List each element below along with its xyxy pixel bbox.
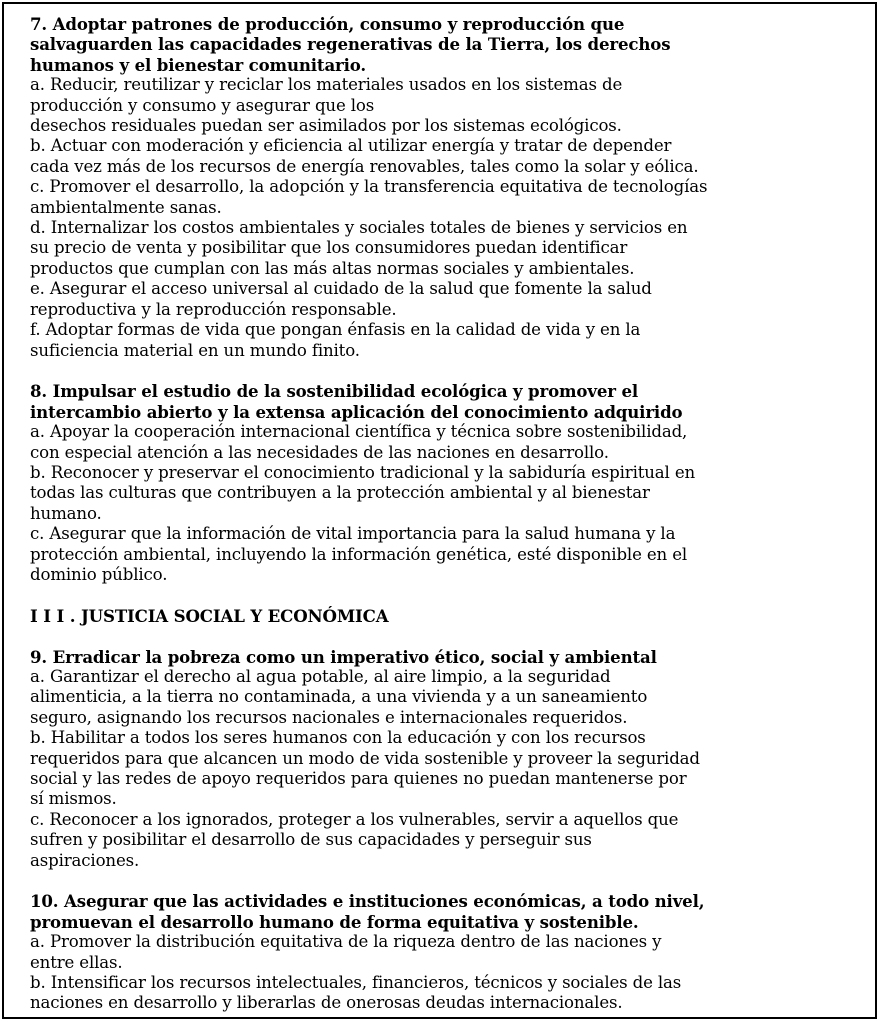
principle-9-item-c (30, 810, 865, 871)
item-text-line: alimenticia, a la tierra no contaminada, a una vivienda y a un saneamiento (30, 687, 648, 707)
item-text-line: c. Reconocer a los ignorados, proteger a los vulnerables, servir a aquellos que (30, 809, 679, 829)
item-text-line: aspiraciones. (30, 850, 140, 870)
heading-line: 10. Asegurar que las actividades e instituciones económicas, a todo nivel, (30, 891, 705, 912)
principle-7-item-b (30, 136, 865, 177)
heading-line: promuevan el desarrollo humano de forma equitativa y sostenible. (30, 911, 639, 932)
item-text-line: todas las culturas que contribuyen a la protección ambiental y al bienestar (30, 483, 650, 503)
item-text-line: protección ambiental, incluyendo la información genética, esté disponible en el (30, 544, 688, 564)
principle-8-item-c (30, 524, 865, 585)
item-text-line: su precio de venta y posibilitar que los consumidores puedan identificar (30, 238, 628, 258)
principle-8-heading (30, 381, 865, 422)
heading-line: 7. Adoptar patrones de producción, consumo y reproducción que (30, 14, 625, 34)
principle-10-item-b (30, 973, 865, 1014)
item-text-line: a. Reducir, reutilizar y reciclar los materiales usados en los sistemas de (30, 75, 623, 95)
section-spacer (30, 871, 865, 891)
item-text-line: a. Apoyar la cooperación internacional científica y técnica sobre sostenibilidad, (30, 422, 688, 442)
principle-7-item-f (30, 320, 865, 361)
item-text-line: producción y consumo y asegurar que los (30, 95, 375, 115)
principle-7-item-a (30, 75, 865, 136)
principle-9-item-a (30, 667, 865, 728)
heading-line: 8. Impulsar el estudio de la sostenibilidad ecológica y promover el (30, 381, 639, 402)
principle-10-item-a (30, 932, 865, 973)
item-text-line: reproductiva y la reproducción responsable. (30, 299, 397, 319)
item-text-line: con especial atención a las necesidades de las naciones en desarrollo. (30, 442, 609, 462)
item-text-line: productos que cumplan con las más altas normas sociales y ambientales. (30, 258, 635, 278)
item-text-line: b. Habilitar a todos los seres humanos con la educación y con los recursos (30, 728, 646, 748)
item-text-line: seguro, asignando los recursos nacionales e internacionales requeridos. (30, 707, 628, 727)
document-frame (2, 2, 877, 1019)
item-text-line: a. Garantizar el derecho al agua potable, al aire limpio, a la seguridad (30, 666, 611, 686)
item-text-line: d. Internalizar los costos ambientales y sociales totales de bienes y servicios en (30, 218, 688, 238)
item-text-line: social y las redes de apoyo requeridos para quienes no puedan mantenerse por (30, 768, 687, 788)
heading-line: humanos y el bienestar comunitario. (30, 54, 367, 75)
item-text-line: sufren y posibilitar el desarrollo de sus capacidades y perseguir sus (30, 830, 592, 850)
item-text-line: f. Adoptar formas de vida que pongan énfasis en la calidad de vida y en la (30, 320, 641, 340)
principle-7-item-d (30, 218, 865, 279)
item-text-line: b. Intensificar los recursos intelectuales, financieros, técnicos y sociales de las (30, 973, 682, 993)
item-text-line: cada vez más de los recursos de energía renovables, tales como la solar y eólica. (30, 156, 699, 176)
heading-line: I I I . JUSTICIA SOCIAL Y ECONÓMICA (30, 605, 389, 626)
item-text-line: c. Promover el desarrollo, la adopción y la transferencia equitativa de tecnologías (30, 177, 708, 197)
section-iii-heading (30, 606, 865, 626)
item-text-line: a. Promover la distribución equitativa de la riqueza dentro de las naciones y (30, 932, 662, 952)
item-text-line: naciones en desarrollo y liberarlas de onerosas deudas internacionales. (30, 993, 623, 1013)
section-spacer (30, 626, 865, 646)
item-text-line: desechos residuales puedan ser asimilados por los sistemas ecológicos. (30, 116, 622, 136)
item-text-line: ambientalmente sanas. (30, 197, 222, 217)
item-text-line: b. Reconocer y preservar el conocimiento tradicional y la sabiduría espiritual en (30, 462, 696, 482)
principle-8-item-a (30, 422, 865, 463)
item-text-line: entre ellas. (30, 952, 123, 972)
heading-line: 9. Erradicar la pobreza como un imperativo ético, social y ambiental (30, 646, 657, 667)
heading-line: salvaguarden las capacidades regenerativas de la Tierra, los derechos (30, 34, 671, 55)
principle-7-item-c (30, 177, 865, 218)
section-spacer (30, 585, 865, 605)
heading-line: intercambio abierto y la extensa aplicación del conocimiento adquirido (30, 401, 683, 422)
item-text-line: requeridos para que alcancen un modo de vida sostenible y proveer la seguridad (30, 748, 700, 768)
section-spacer (30, 361, 865, 381)
item-text-line: sí mismos. (30, 789, 117, 809)
item-text-line: dominio público. (30, 564, 168, 584)
item-text-line: humano. (30, 503, 102, 523)
principle-8-item-b (30, 463, 865, 524)
principle-10-heading (30, 891, 865, 932)
principle-9-item-b (30, 728, 865, 810)
item-text-line: suficiencia material en un mundo finito. (30, 340, 360, 360)
principle-7-heading (30, 14, 865, 75)
document-body (30, 14, 865, 1014)
item-text-line: c. Asegurar que la información de vital importancia para la salud humana y la (30, 524, 676, 544)
principle-7-item-e (30, 279, 865, 320)
item-text-line: e. Asegurar el acceso universal al cuidado de la salud que fomente la salud (30, 279, 652, 299)
principle-9-heading (30, 647, 865, 667)
item-text-line: b. Actuar con moderación y eficiencia al utilizar energía y tratar de depender (30, 136, 672, 156)
